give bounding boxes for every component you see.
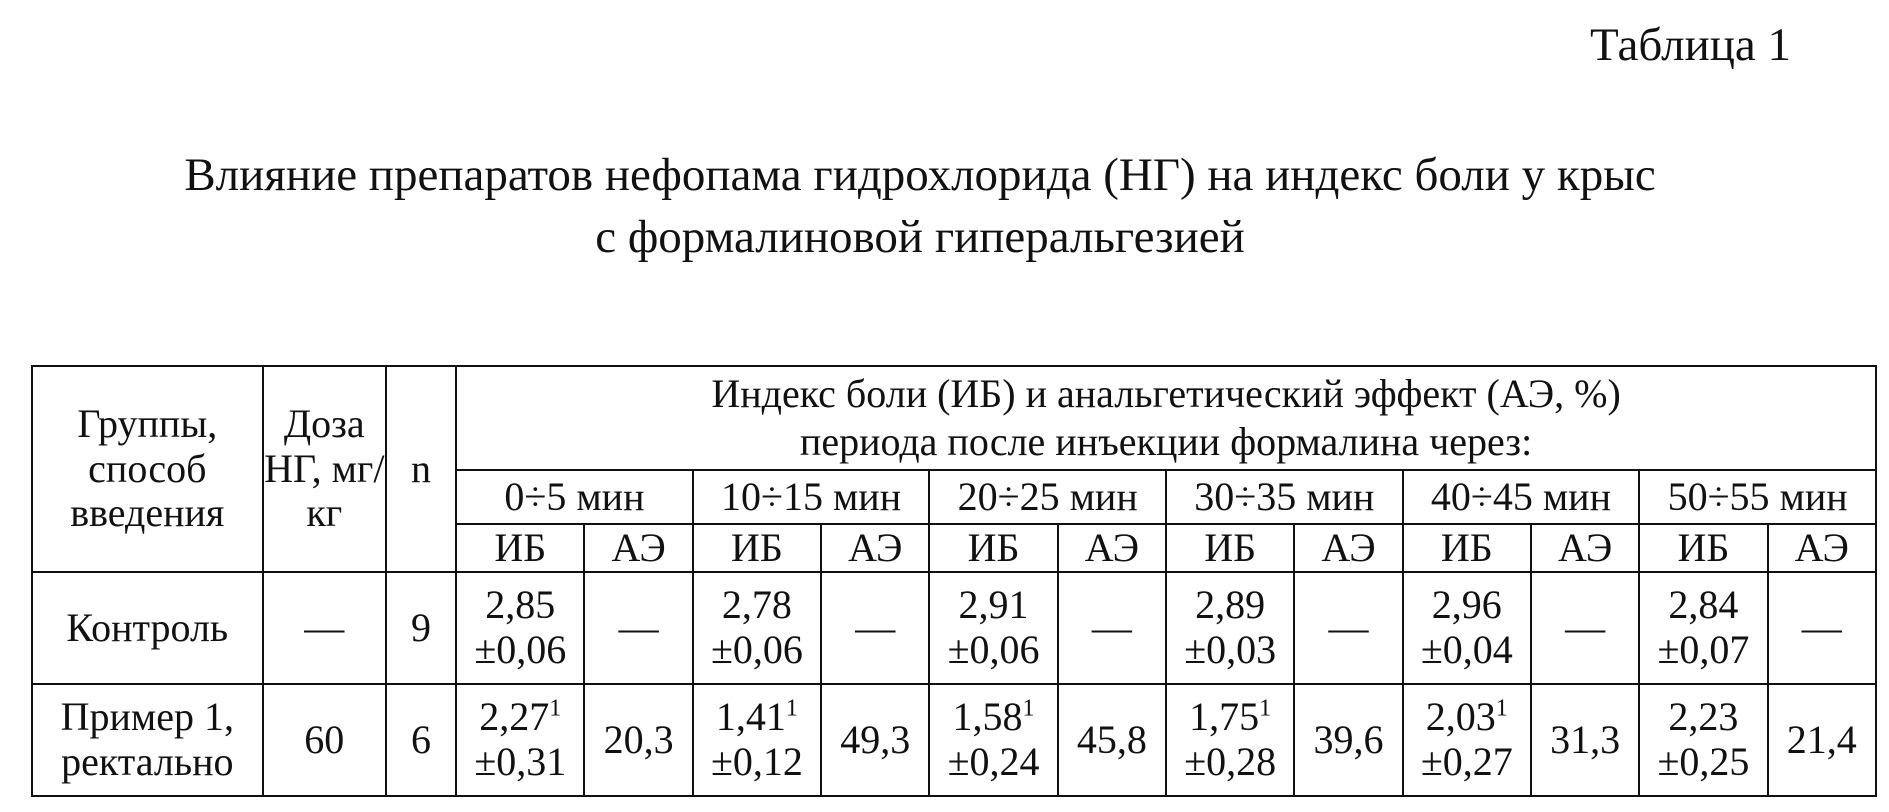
data-table: [31, 365, 1877, 797]
ib-value-line: [694, 583, 820, 628]
ib-value: 2,84: [1668, 582, 1739, 628]
subheader-ae: АЭ: [1531, 524, 1639, 572]
row-dose: —: [263, 572, 386, 684]
ib-value-line: [1404, 695, 1530, 740]
table-row: [32, 684, 1876, 796]
ib-error: ±0,06: [710, 627, 803, 672]
ib-value: 2,91: [958, 582, 1029, 628]
row-group: Пример 1, ректально: [32, 684, 263, 796]
header-n: n: [386, 366, 456, 572]
row-dose: 60: [263, 684, 386, 796]
ib-error: ±0,24: [947, 739, 1040, 784]
ib-cell: [1166, 684, 1294, 796]
ib-cell: [693, 684, 821, 796]
ib-value: 1,58: [952, 694, 1023, 740]
ae-cell: —: [1058, 572, 1166, 684]
ib-cell: [1166, 572, 1294, 684]
ib-cell: [1403, 684, 1531, 796]
ae-cell: —: [821, 572, 929, 684]
ae-cell: 20,3: [584, 684, 692, 796]
ib-value-line: [1167, 583, 1293, 628]
subheader-ib: ИБ: [1166, 524, 1294, 572]
period-header: 30÷35 мин: [1166, 470, 1403, 524]
ib-cell: [693, 572, 821, 684]
ib-cell: [456, 572, 584, 684]
ae-cell: 31,3: [1531, 684, 1639, 796]
ib-error: ±0,06: [474, 627, 567, 672]
significance-mark: 1: [1495, 695, 1508, 722]
ib-value: 1,75: [1189, 694, 1260, 740]
ib-value: 2,85: [485, 582, 556, 628]
subheader-ib: ИБ: [693, 524, 821, 572]
subheader-ib: ИБ: [1403, 524, 1531, 572]
table-row: [32, 572, 1876, 684]
ib-value: 2,96: [1431, 582, 1502, 628]
significance-mark: 1: [549, 695, 562, 722]
subheader-ae: АЭ: [821, 524, 929, 572]
ib-cell: [1639, 684, 1767, 796]
ib-value-line: [694, 695, 820, 740]
ib-cell: [1639, 572, 1767, 684]
header-main-line-1: Индекс боли (ИБ) и анальгетический эффект (АЭ, %): [711, 371, 1621, 416]
significance-mark: 1: [785, 695, 798, 722]
header-dose: Доза НГ, мг/кг: [263, 366, 386, 572]
ib-cell: [929, 572, 1057, 684]
row-n: 6: [386, 684, 456, 796]
table-number: Таблица 1: [1589, 19, 1791, 71]
table-title: [0, 144, 1840, 268]
ae-cell: —: [1531, 572, 1639, 684]
ib-value: 1,41: [715, 694, 786, 740]
ib-value-line: [930, 583, 1056, 628]
ib-cell: [456, 684, 584, 796]
ib-value-line: [1167, 695, 1293, 740]
period-header: 20÷25 мин: [929, 470, 1166, 524]
subheader-ae: АЭ: [1768, 524, 1876, 572]
ib-error: ±0,07: [1657, 627, 1750, 672]
ib-value: 2,27: [479, 694, 550, 740]
ib-error: ±0,03: [1184, 627, 1277, 672]
header-row-main: [32, 366, 1876, 470]
subheader-ae: АЭ: [584, 524, 692, 572]
header-group: Группы, способ введения: [32, 366, 263, 572]
ib-value-line: [930, 695, 1056, 740]
ib-cell: [929, 684, 1057, 796]
ib-error: ±0,12: [710, 739, 803, 784]
ib-error: ±0,25: [1657, 739, 1750, 784]
period-header: 10÷15 мин: [693, 470, 930, 524]
ib-error: ±0,27: [1420, 739, 1513, 784]
ae-cell: 45,8: [1058, 684, 1166, 796]
ib-value-line: [457, 583, 583, 628]
ib-value: 2,23: [1668, 694, 1739, 740]
period-header: 40÷45 мин: [1403, 470, 1640, 524]
title-line-2: с формалиновой гиперальгезией: [595, 211, 1245, 263]
ae-cell: 21,4: [1768, 684, 1876, 796]
ib-value-line: [1404, 583, 1530, 628]
ae-cell: —: [584, 572, 692, 684]
subheader-ib: ИБ: [456, 524, 584, 572]
subheader-ib: ИБ: [1639, 524, 1767, 572]
ib-value: 2,89: [1195, 582, 1266, 628]
ib-value-line: [1640, 695, 1766, 740]
row-group: Контроль: [32, 572, 263, 684]
ae-cell: —: [1768, 572, 1876, 684]
ae-cell: —: [1294, 572, 1402, 684]
ib-error: ±0,31: [474, 739, 567, 784]
subheader-ib: ИБ: [929, 524, 1057, 572]
header-main: [456, 366, 1876, 470]
significance-mark: 1: [1259, 695, 1272, 722]
ib-error: ±0,06: [947, 627, 1040, 672]
ib-value: 2,78: [721, 582, 792, 628]
period-header: 0÷5 мин: [456, 470, 693, 524]
header-main-line-2: периода после инъекции формалина через:: [799, 419, 1533, 464]
ib-cell: [1403, 572, 1531, 684]
row-n: 9: [386, 572, 456, 684]
ib-value-line: [1640, 583, 1766, 628]
ib-error: ±0,28: [1184, 739, 1277, 784]
subheader-ae: АЭ: [1058, 524, 1166, 572]
ae-cell: 49,3: [821, 684, 929, 796]
ib-value-line: [457, 695, 583, 740]
period-header: 50÷55 мин: [1639, 470, 1876, 524]
subheader-ae: АЭ: [1294, 524, 1402, 572]
ib-value: 2,03: [1425, 694, 1496, 740]
title-line-1: Влияние препаратов нефопама гидрохлорида (НГ) на индекс боли у крыс: [184, 149, 1656, 201]
significance-mark: 1: [1022, 695, 1035, 722]
ib-error: ±0,04: [1420, 627, 1513, 672]
ae-cell: 39,6: [1294, 684, 1402, 796]
